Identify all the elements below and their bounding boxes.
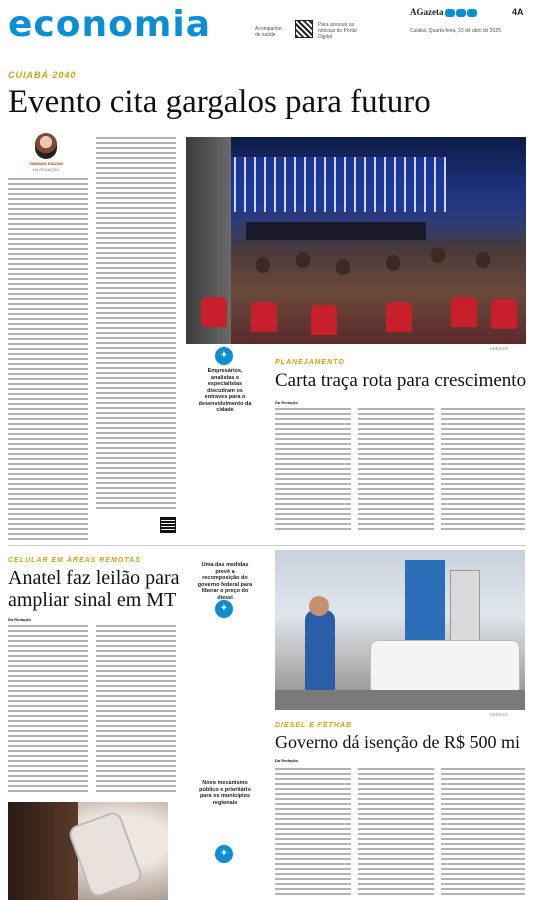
phone-photo <box>8 802 168 900</box>
author-name: TAINARA KIAZAN <box>29 161 63 166</box>
section-divider <box>8 545 525 546</box>
diesel-column-3 <box>441 768 525 896</box>
red-chair <box>451 297 477 327</box>
main-kicker: CUIABÁ 2040 <box>8 70 77 80</box>
attendant <box>305 610 335 700</box>
diesel-byline: Da Redação <box>275 758 298 763</box>
pickup-truck <box>370 640 520 695</box>
audience-head <box>256 257 270 273</box>
date-line: Cuiabá, Quarta-feira, 23 de abril de 2025 <box>410 28 501 34</box>
red-chair <box>311 305 337 335</box>
red-chair <box>491 299 517 329</box>
qr-code-icon <box>160 517 176 533</box>
author-avatar <box>35 133 57 159</box>
main-story-column-1 <box>8 178 88 543</box>
page-number: 4A <box>512 7 524 17</box>
logo-dot-icon <box>467 9 477 17</box>
stage-banner <box>226 157 446 212</box>
red-chair <box>386 302 412 332</box>
red-chair <box>201 297 227 327</box>
anatel-headline: Anatel faz leilão para ampliar sinal em MT <box>8 567 180 611</box>
anatel-kicker: CELULAR EM ÁREAS REMOTAS <box>8 557 141 564</box>
plan-column-1 <box>275 408 351 533</box>
fuel-station-photo <box>275 550 525 710</box>
masthead-topic-label: Acompanhe de saúde <box>255 26 282 38</box>
anatel-column-1 <box>8 625 88 795</box>
masthead-note: Para acessar as notícias do Portal Digital <box>318 22 357 40</box>
masthead <box>0 0 535 54</box>
pointer-icon: ✦ <box>215 845 233 863</box>
audience-head <box>336 259 350 275</box>
diesel-headline: Governo dá isenção de R$ 500 mi <box>275 732 520 752</box>
pointer-icon: ✦ <box>215 600 233 618</box>
audience-head <box>386 255 400 271</box>
photo-credit: CRÉDITO <box>490 346 508 351</box>
red-chair <box>251 302 277 332</box>
ground <box>275 690 525 710</box>
photo-credit: CRÉDITO <box>490 712 508 717</box>
audience-head <box>296 252 310 268</box>
smartphone <box>67 810 144 899</box>
event-photo-caption: Empresários, analistas e especialistas discutiram os entraves para o desenvolvimento da cidade <box>198 368 252 413</box>
plan-byline: Da Redação <box>275 400 298 405</box>
logo-dot-icon <box>445 9 455 17</box>
stage-table <box>246 222 426 240</box>
plan-kicker: PLANEJAMENTO <box>275 359 345 366</box>
section-title: economia <box>8 4 211 45</box>
anatel-byline: Da Redação <box>8 617 31 622</box>
main-headline: Evento cita gargalos para futuro <box>8 84 431 120</box>
main-story-column-2 <box>96 137 176 512</box>
fuel-photo-caption: Uma das medidas prevê a recomposição do governo federal para liberar o preço do diesel <box>197 562 253 601</box>
diesel-kicker: DIESEL E FETHAB <box>275 722 353 729</box>
audience-head <box>431 247 445 263</box>
hair <box>8 802 78 900</box>
anatel-column-2 <box>96 625 176 795</box>
plan-column-2 <box>358 408 434 533</box>
event-photo <box>186 137 526 344</box>
newspaper-logo <box>410 7 477 17</box>
plan-headline: Carta traça rota para crescimento <box>275 370 527 391</box>
pointer-icon: ✦ <box>215 347 233 365</box>
attendant-head <box>309 596 329 616</box>
diesel-column-2 <box>358 768 434 896</box>
audience-head <box>476 252 490 268</box>
qr-code-icon <box>295 20 313 38</box>
plan-column-3 <box>441 408 525 533</box>
anatel-caption: Novo mecanismo público e prioritário para os municípios regionais <box>199 780 251 806</box>
author-role: DA REDAÇÃO <box>32 167 60 172</box>
newspaper-logo-text: AGazeta <box>410 7 444 17</box>
logo-dot-icon <box>456 9 466 17</box>
diesel-column-1 <box>275 768 351 896</box>
